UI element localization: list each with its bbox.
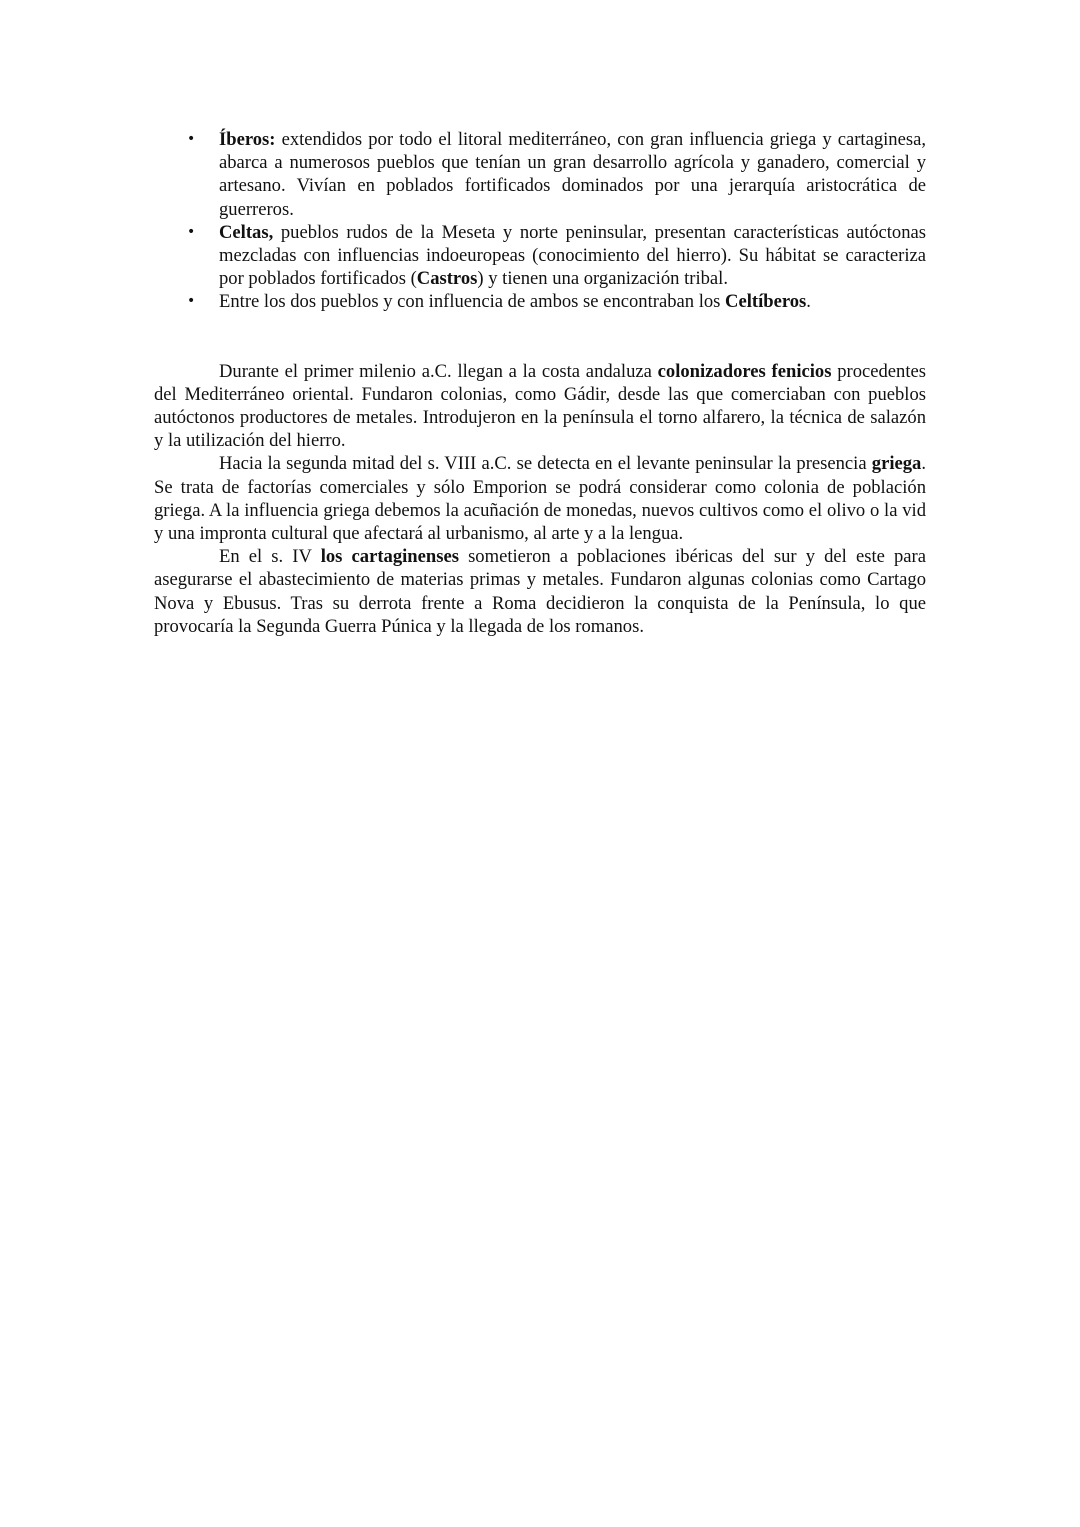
paragraph-cartagineses [154, 545, 926, 638]
paragraph-text: sometieron a poblaciones ibéricas del sur y del este para asegurarse el abastecimiento de materias primas y metales. Fundaron algunas colonias como Cartago Nova y Ebusus. Tras su derrota frente a Roma decidieron la conquista de la Península, lo que provocaría la Segunda Guerra Púnica y la llegada de los romanos. [154, 546, 926, 637]
paragraph-text: Durante el primer milenio a.C. llegan a la costa andaluza [219, 360, 658, 382]
term-celtiberos: Celtíberos [725, 291, 807, 313]
bullet-text: ) y tienen una organización tribal. [477, 268, 728, 290]
paragraph-text: . Se trata de factorías comerciales y sólo Emporion se podrá considerar como colonia de población griega. A la influencia griega debemos la acuñación de monedas, nuevos cultivos como el olivo o la vid y una impronta cultural que afectará al urbanismo, al arte y a la lengua. [154, 453, 926, 545]
paragraph-fenicios [154, 360, 926, 453]
bullet-item-celtas [154, 221, 926, 291]
document-page [154, 128, 926, 638]
section-spacer [154, 314, 926, 360]
term-iberos: Íberos: [219, 129, 276, 150]
bullet-icon: • [187, 131, 196, 147]
term-celtas: Celtas, [219, 221, 274, 243]
bullet-text: extendidos por todo el litoral mediterráneo, con gran influencia griega y cartaginesa, abarca a numerosos pueblos que tenían un gran desarrollo agrícola y ganadero, comercial y artesano. Vivían en poblados fortificados dominados por una jerarquía aristocrática de guerreros. [219, 129, 926, 220]
term-castros: Castros [416, 268, 478, 290]
bullet-text: pueblos rudos de la Meseta y norte peninsular, presentan características autóctonas mezcladas con influencias indoeuropeas (conocimiento del hierro). Su hábitat se caracteriza por poblados fortificados ( [219, 221, 926, 290]
bullet-icon: • [187, 293, 196, 310]
bullet-item-celtiberos [154, 290, 926, 313]
paragraph-text: procedentes del Mediterráneo oriental. Fundaron colonias, como Gádir, desde las que comerciaban con pueblos autóctonos productores de metales. Introdujeron en la península el torno alfarero, la técnica de salazón y la utilización del hierro. [154, 360, 926, 452]
bullet-item-iberos [154, 128, 926, 221]
paragraph-text: Hacia la segunda mitad del s. VIII a.C. se detecta en el levante peninsular la presencia [219, 453, 872, 475]
bullet-text: Entre los dos pueblos y con influencia de ambos se encontraban los [219, 291, 726, 313]
term-cartaginenses: los cartaginenses [320, 546, 459, 568]
bullet-icon: • [187, 223, 196, 240]
paragraph-griegos [154, 452, 926, 545]
term-griega: griega [871, 453, 922, 475]
paragraph-text: En el s. IV [219, 546, 321, 568]
bullet-text: . [806, 291, 811, 313]
peoples-bullet-list [154, 128, 926, 314]
term-colonizadores-fenicios: colonizadores fenicios [657, 360, 832, 382]
